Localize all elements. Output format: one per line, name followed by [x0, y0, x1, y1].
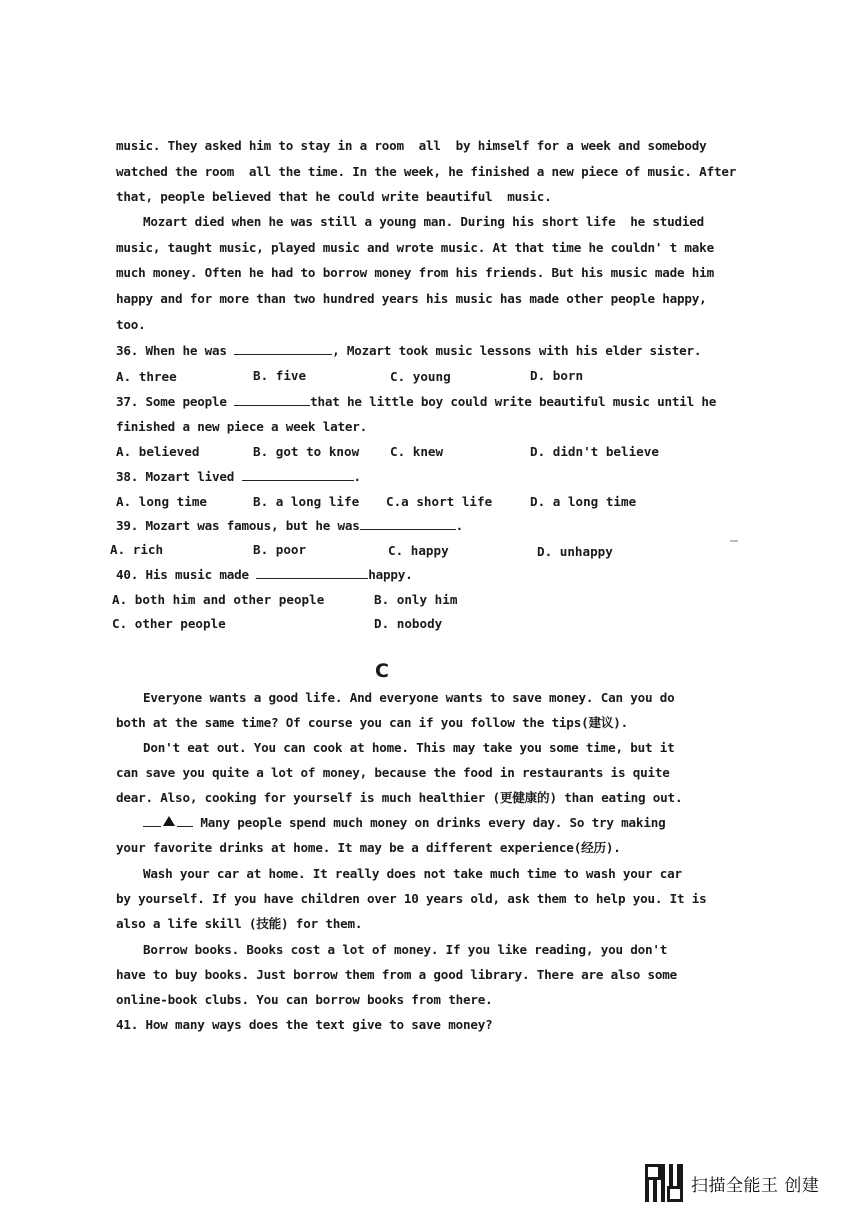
passage-b-line-7: happy and for more than two hundred years his music has made other people happy, — [116, 291, 707, 306]
passage-b-line-6: much money. Often he had to borrow money from his friends. But his music made him — [116, 265, 714, 280]
option-40-c: C. other people — [112, 616, 226, 631]
question-37-stem: 37. Some people — [116, 394, 235, 409]
question-39-stem-end: . — [455, 518, 463, 533]
passage-c-line-3: Don't eat out. You can cook at home. This may take you some time, but it — [143, 740, 675, 755]
option-39-d: D. unhappy — [537, 544, 613, 559]
passage-b-line-5: music, taught music, played music and wrote music. At that time he couldn' t make — [116, 240, 714, 255]
passage-c-line-4: can save you quite a lot of money, because the food in restaurants is quite — [116, 765, 670, 780]
answer-blank — [242, 470, 354, 481]
question-38 — [116, 469, 361, 485]
question-41: 41. How many ways does the text give to save money? — [116, 1017, 493, 1032]
passage-c-line-11: Borrow books. Books cost a lot of money. If you like reading, you don't — [143, 942, 668, 957]
answer-blank — [360, 519, 456, 530]
option-37-b: B. got to know — [253, 444, 360, 459]
option-36-a: A. three — [116, 369, 177, 384]
passage-c-line-2: both at the same time? Of course you can if you follow the tips(建议). — [116, 715, 629, 730]
passage-c-line-1: Everyone wants a good life. And everyone wants to save money. Can you do — [143, 690, 675, 705]
question-36-stem: 36. When he was — [116, 343, 235, 358]
option-40-a: A. both him and other people — [112, 592, 325, 607]
question-40 — [116, 567, 413, 583]
section-c-heading: C — [375, 660, 389, 682]
scan-smudge — [730, 540, 738, 542]
question-36-stem-end: , Mozart took music lessons with his elder sister. — [332, 343, 702, 358]
passage-c-line-13: online-book clubs. You can borrow books from there. — [116, 992, 493, 1007]
option-39-c: C. happy — [388, 543, 449, 558]
answer-blank — [256, 568, 368, 579]
passage-c-line-12: have to buy books. Just borrow them from a good library. There are also some — [116, 967, 678, 982]
passage-c-line-8: Wash your car at home. It really does not take much time to wash your car — [143, 866, 682, 881]
option-39-b: B. poor — [253, 542, 307, 557]
question-40-stem-end: happy. — [368, 567, 413, 582]
triangle-marker-icon — [163, 816, 175, 826]
question-40-stem: 40. His music made — [116, 567, 257, 582]
passage-b-line-3: that, people believed that he could write beautiful music. — [116, 189, 552, 204]
passage-c-line-7: your favorite drinks at home. It may be a different experience(经历). — [116, 840, 621, 855]
passage-c-line-9: by yourself. If you have children over 10 years old, ask them to help you. It is — [116, 891, 707, 906]
question-37-stem-end: that he little boy could write beautiful music until he — [310, 394, 717, 409]
passage-b-line-2: watched the room all the time. In the week, he finished a new piece of music. After — [116, 164, 737, 179]
passage-c-line-6-text: Many people spend much money on drinks every day. So try making — [200, 815, 666, 830]
answer-blank — [234, 395, 310, 406]
question-38-stem-end: . — [353, 469, 361, 484]
option-40-b: B. only him — [374, 592, 458, 607]
passage-b-line-8: too. — [116, 317, 146, 332]
question-37-continued: finished a new piece a week later. — [116, 419, 367, 434]
answer-blank — [177, 816, 193, 827]
qr-code-icon — [645, 1164, 683, 1202]
option-36-b: B. five — [253, 368, 307, 383]
option-36-d: D. born — [530, 368, 584, 383]
option-40-d: D. nobody — [374, 616, 443, 631]
answer-blank — [234, 344, 332, 355]
option-38-a: A. long time — [116, 494, 207, 509]
answer-blank — [143, 816, 161, 827]
question-37 — [116, 394, 716, 410]
passage-b-line-4: Mozart died when he was still a young man. During his short life he studied — [143, 214, 705, 229]
passage-c-line-10: also a life skill (技能) for them. — [116, 916, 363, 931]
option-38-d: D. a long time — [530, 494, 637, 509]
scanner-watermark — [645, 1163, 845, 1203]
option-37-a: A. believed — [116, 444, 200, 459]
option-38-c: C.a short life — [386, 494, 493, 509]
watermark-text: 扫描全能王 创建 — [691, 1175, 820, 1196]
option-37-c: C. knew — [390, 444, 444, 459]
option-36-c: C. young — [390, 369, 451, 384]
question-38-stem: 38. Mozart lived — [116, 469, 242, 484]
option-37-d: D. didn't believe — [530, 444, 659, 459]
passage-c-line-6 — [143, 815, 665, 831]
option-38-b: B. a long life — [253, 494, 360, 509]
question-36 — [116, 343, 701, 359]
question-39-stem: 39. Mozart was famous, but he was — [116, 518, 360, 533]
passage-b-line-1: music. They asked him to stay in a room all by himself for a week and somebody — [116, 138, 707, 153]
option-39-a: A. rich — [110, 542, 164, 557]
passage-c-line-5: dear. Also, cooking for yourself is much healthier (更健康的) than eating out. — [116, 790, 683, 805]
question-39 — [116, 518, 463, 534]
